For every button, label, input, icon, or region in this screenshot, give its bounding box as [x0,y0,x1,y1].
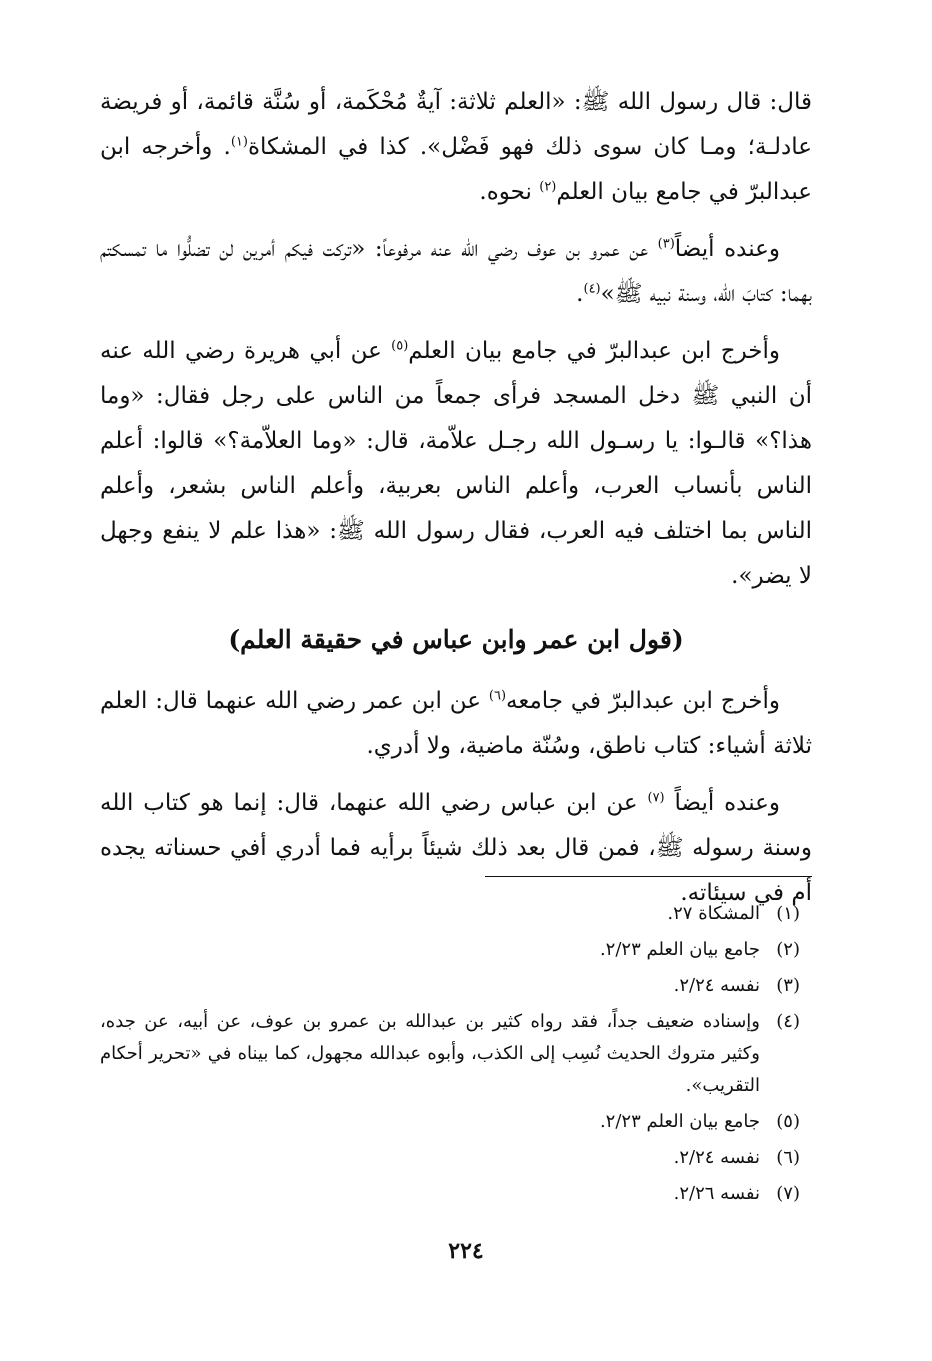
footnote-number: (٦) [776,1147,800,1168]
section-heading: (قول ابن عمر وابن عباس في حقيقة العلم) [228,625,684,654]
footnote-text: المشكاة ٢٧. [667,903,760,924]
footnote-item [100,1006,800,1102]
paragraph-text: قال: قال رسول الله ﷺ: «العلم ثلاثة: آيةٌ مُحْكَمة، أو سُنَّة قائمة، أو فريضة عادلـة؛ ومـا كان سوى ذلك فهو فَضْل». كذا في المشكاة [100,89,812,160]
footnote-separator [485,876,812,877]
footnote-number: (٧) [776,1183,800,1204]
footnote-item [100,970,800,1002]
paragraphs-after-heading [100,679,812,916]
footnote-item [100,1106,800,1138]
paragraph-p3 [100,329,812,599]
paragraph-p5 [100,781,812,916]
footnote-number: (٢) [776,939,800,960]
paragraph-text: وعنده أيضاً [664,790,781,816]
footnote-text: نفسه ٢/٢٤. [673,975,760,996]
page-number: ٢٢٤ [448,1238,484,1264]
footnote-item [100,898,800,930]
footnote-reference: (٥) [391,338,409,354]
footnote-reference: (٣) [657,236,675,252]
paragraph-text: وأخرج ابن عبدالبرّ في جامعه [506,688,780,714]
paragraph-text: . وأخرجه ابن عبدالبرّ في جامع بيان العلم [100,134,812,205]
footnote-text: جامع بيان العلم ٢/٢٣. [599,1111,760,1132]
footnote-text: نفسه ٢/٢٦. [673,1183,760,1204]
paragraph-text: عن ابن عباس رضي الله عنهما، قال: إنما هو كتاب الله وسنة رسوله ﷺ، فمن قال بعد ذلك شيئاً برأيه فما أدري أفي حسناته يجده أم في سيئاته. [100,790,812,906]
paragraph-text: وأخرج ابن عبدالبرّ في جامع بيان العلم [408,338,781,364]
paragraph-text: عن عمرو بن عوف رضي الله عنه مرفوعاً: «تركت فيكم أمرين لن تضلُّوا ما تمسكتم بهما: كتابَ الله، وسنة نبيه ﷺ» [100,236,812,307]
paragraph-text: نحوه. [479,179,540,205]
paragraph-p1 [100,80,812,215]
footnote-reference: (٧) [647,790,665,806]
footnote-text: جامع بيان العلم ٢/٢٣. [599,939,760,960]
footnote-reference: (٢) [539,179,557,195]
footnote-text: وإسناده ضعيف جداً، فقد رواه كثير بن عبدالله بن عمرو بن عوف، عن أبيه، عن جده، وكثير متروك الحديث نُسِب إلى الكذب، وأبوه عبدالله مجهول، كما بيناه في «تحرير أحكام التقريب». [100,1011,760,1096]
paragraph-text: وعنده أيضاً [674,236,780,262]
footnote-number: (٥) [776,1111,800,1132]
footnote-number: (٣) [776,975,800,996]
footnote-reference: (١) [230,134,248,150]
footnote-text: نفسه ٢/٢٤. [673,1147,760,1168]
footnote-reference: (٦) [488,688,507,704]
footnote-item [100,1178,800,1210]
paragraph-text: عن أبي هريرة رضي الله عنه أن النبي ﷺ دخل المسجد فرأى جمعاً من الناس على رجل فقال: «وما هذا؟» قالـوا: يا رسـول الله رجـل علاّمة، قال: «وما العلاّمة؟» قالوا: أعلم الناس بأنساب العرب، وأعلم الناس بعربية، وأعلم الناس بشعر، وأعلم الناس بما اختلف فيه العرب، فقال رسول الله ﷺ: «هذا علم لا ينفع وجهل لا يضر». [100,338,812,589]
footnotes [100,898,800,1214]
paragraph-p2 [100,227,812,317]
footnote-number: (١) [776,903,800,924]
paragraph-text: . [576,281,584,307]
paragraphs-before-heading [100,80,812,599]
footnote-item [100,1142,800,1174]
footnote-reference: (٤) [583,281,601,297]
paragraph-text: عن ابن عمر رضي الله عنهما قال: العلم ثلاثة أشياء: كتاب ناطق، وسُنّة ماضية، ولا أدري. [100,688,812,759]
footnote-number: (٤) [776,1011,800,1032]
footnote-item [100,934,800,966]
paragraph-p4 [100,679,812,769]
main-text [100,80,812,928]
